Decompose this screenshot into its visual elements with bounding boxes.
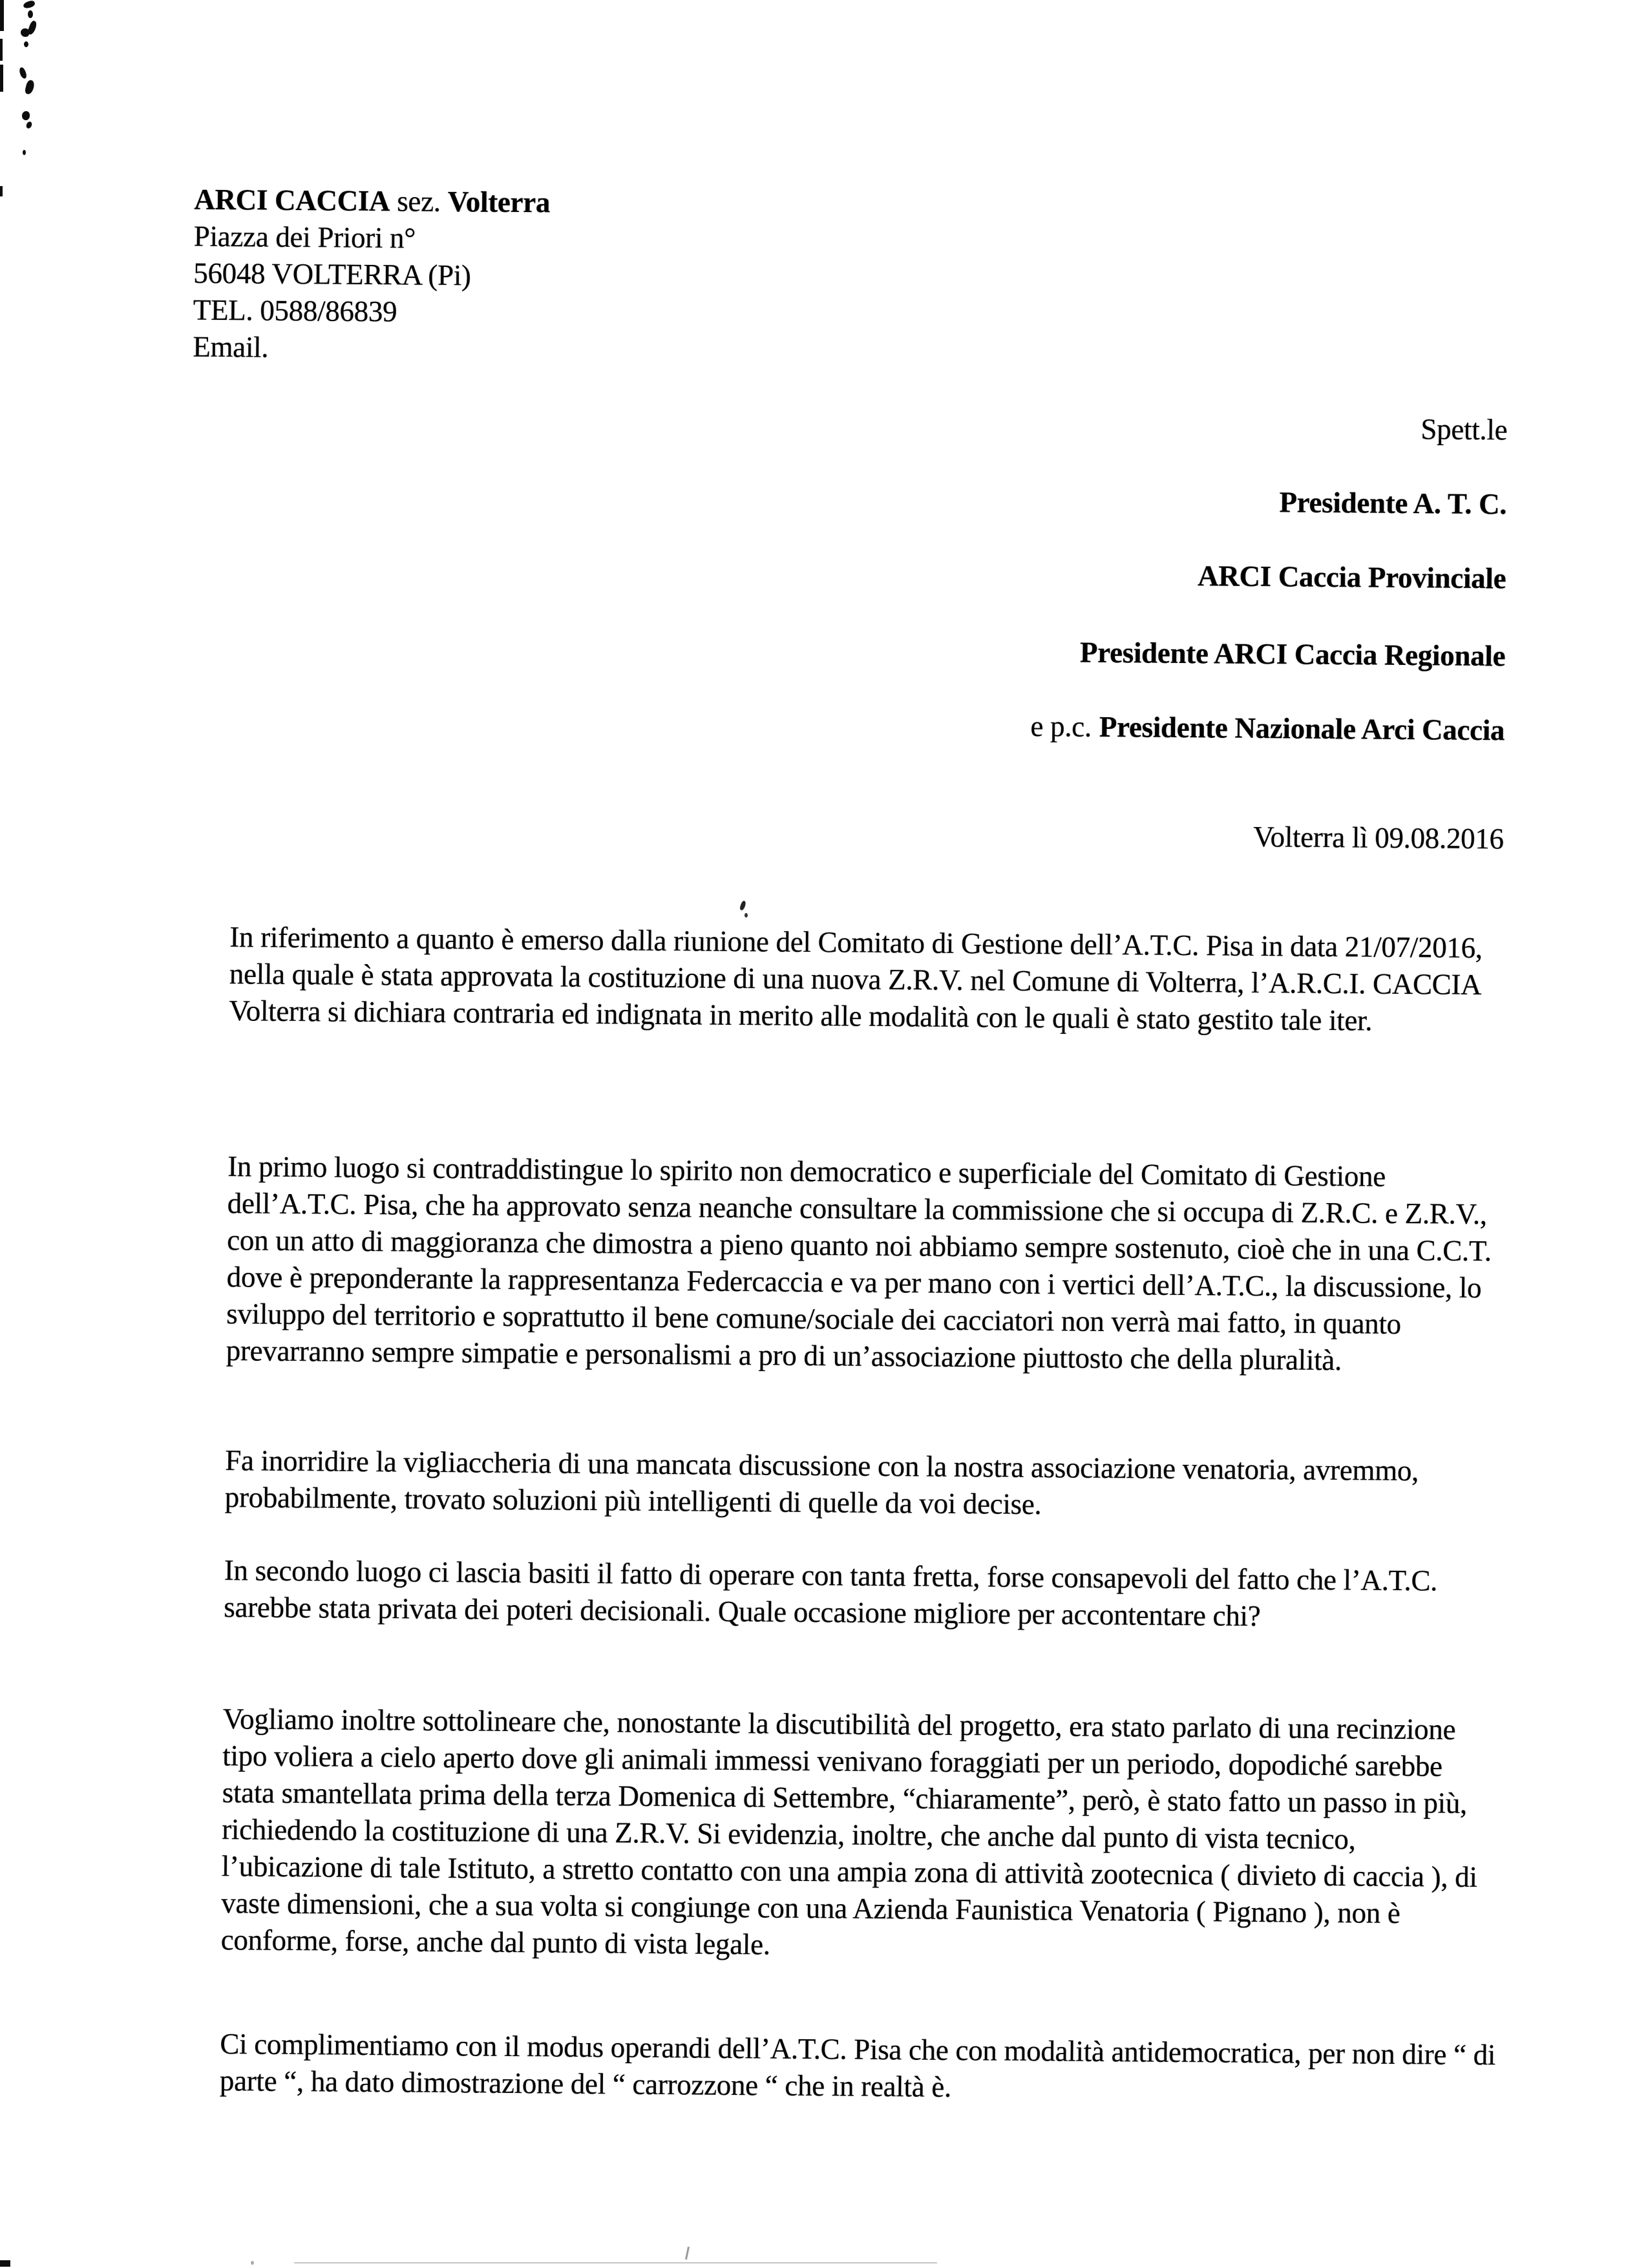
recipient-line-arci-regionale: Presidente ARCI Caccia Regionale	[1079, 636, 1506, 673]
paragraph-3: Fa inorridire la vigliaccheria di una mancata discussione con la nostra associazione venatoria, avremmo, probabilmente, trovato soluzioni più intelligenti di quelle da voi decise.	[224, 1444, 1419, 1521]
scan-edge-mark	[0, 0, 4, 31]
scan-bottom-line	[294, 2262, 937, 2263]
sender-org: ARCI CACCIA	[194, 183, 390, 218]
scan-speck	[28, 10, 33, 18]
recipient-line-presidente-atc: Presidente A. T. C.	[1279, 486, 1507, 521]
sender-section-label: sez.	[397, 185, 441, 218]
sender-city: 56048 VOLTERRA (Pi)	[193, 257, 471, 292]
scan-speck	[22, 111, 30, 120]
paragraph-4: In secondo luogo ci lascia basiti il fatto di operare con tanta fretta, forse consapevoli del fatto che l’A.T.C. sarebbe stata privata dei poteri decisionali. Quale occasione migliore per accontentare chi?	[224, 1554, 1438, 1633]
sender-section-city: Volterra	[447, 185, 551, 219]
scan-speck	[23, 150, 26, 155]
sender-phone: TEL. 0588/86839	[193, 293, 397, 328]
paragraph-6: Ci complimentiamo con il modus operandi dell’A.T.C. Pisa che con modalità antidemocratica, per non dire “ di parte “, ha dato dimostrazione del “ carrozzone “ che in realtà è.	[219, 2028, 1496, 2103]
scan-speck	[745, 913, 748, 918]
sender-address: Piazza dei Priori n°	[193, 220, 416, 255]
sender-name-line	[194, 182, 550, 222]
scan-speck	[251, 2261, 254, 2265]
cc-prefix: e p.c.	[1030, 709, 1092, 743]
scan-edge-mark	[0, 65, 3, 92]
sender-email-label: Email.	[193, 330, 269, 364]
scan-speck	[24, 41, 28, 47]
recipient-line-arci-provinciale: ARCI Caccia Provinciale	[1197, 560, 1506, 595]
paragraph-2: In primo luogo si contraddistingue lo spirito non democratico e superficiale del Comitato di Gestione dell’A.T.C. Pisa, che ha approvato senza neanche consultare la commissione che si occupa di Z.R.C. e Z.R.V., con un atto di maggioranza che dimostra a pieno quanto noi abbiamo sempre sostenuto, cioè che in una C.C.T. dove è preponderante la rappresentanza Federcaccia e va per mano con i vertici dell’A.T.C., la discussione, lo sviluppo del territorio e soprattutto il bene comune/sociale dei cacciatori non verrà mai fatto, in quanto prevarranno sempre simpatie e personalismi a pro di un’associazione piuttosto che della pluralità.	[226, 1150, 1492, 1377]
paragraph-5: Vogliamo inoltre sottolineare che, nonostante la discutibilità del progetto, era stato parlato di una recinzione tipo voliera a cielo aperto dove gli animali immessi venivano foraggiati per un periodo, dopodiché sarebbe stata smantellata prima della terza Domenica di Settembre, “chiaramente”, però, è stato fatto un passo in più, richiedendo la costituzione di una Z.R.V. Si evidenzia, inoltre, che anche dal punto di vista tecnico, l’ubicazione di tale Istituto, a stretto contatto con una ampia zona di attività zootecnica ( divieto di caccia ), di vaste dimensioni, che a sua volta si congiunge con una Azienda Faunistica Venatoria ( Pignano ), non è conforme, forse, anche dal punto di vista legale.	[220, 1703, 1477, 1961]
recipient-cc-line	[1030, 708, 1505, 749]
cc-name: Presidente Nazionale Arci Caccia	[1099, 710, 1505, 747]
sender-block	[193, 182, 550, 369]
scan-speck	[21, 28, 29, 37]
paragraph-1: In riferimento a quanto è emerso dalla riunione del Comitato di Gestione dell’A.T.C. Pisa in data 21/07/2016, nella quale è stata approvata la costituzione di una nuova Z.R.V. nel Comune di Volterra, l’A.R.C.I. CACCIA Volterra si dichiara contraria ed indignata in merito alle modalità con le quali è stato gestito tale iter.	[229, 921, 1483, 1037]
scan-edge-mark	[0, 2260, 10, 2267]
scan-edge-mark	[0, 186, 3, 196]
dateline: Volterra lì 09.08.2016	[1253, 820, 1504, 856]
scan-edge-mark	[0, 39, 3, 61]
recipient-salutation: Spett.le	[1421, 413, 1508, 446]
